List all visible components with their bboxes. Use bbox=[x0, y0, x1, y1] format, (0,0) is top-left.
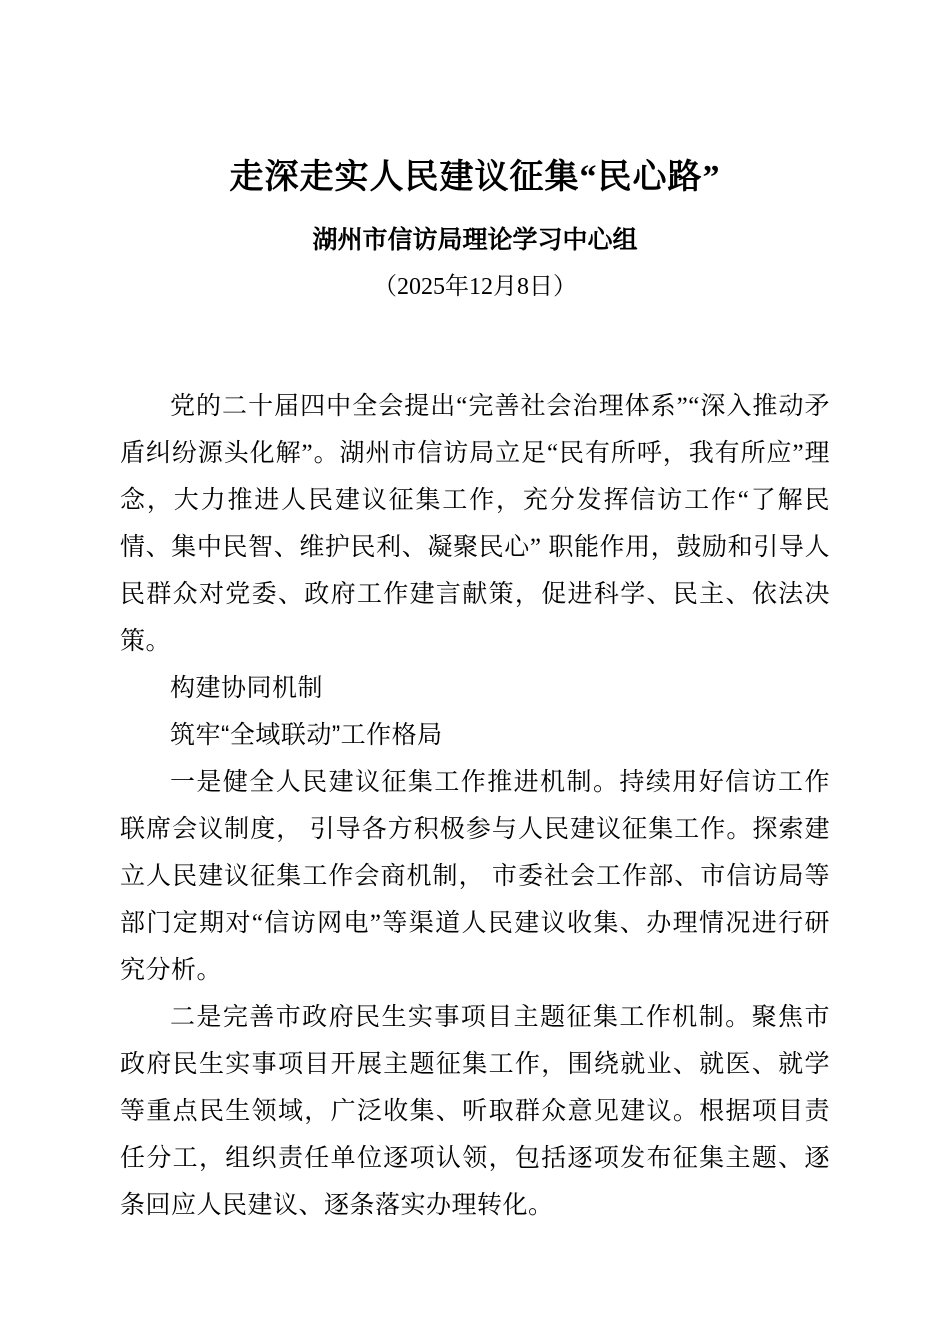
document-body bbox=[120, 383, 830, 1229]
document-author: 湖州市信访局理论学习中心组 bbox=[312, 227, 638, 254]
paragraph-point-two: 二是完善市政府民生实事项目主题征集工作机制。聚焦市政府民生实事项目开展主题征集工作，围绕就业、就医、就学等重点民生领域，广泛收集、听取群众意见建议。根据项目责任分工，组织责任单位逐项认领，包括逐项发布征集主题、逐条回应人民建议、逐条落实办理转化。 bbox=[120, 1004, 830, 1219]
paragraph-point-one: 一是健全人民建议征集工作推进机制。持续用好信访工作联席会议制度， 引导各方积极参与人民建议征集工作。探索建立人民建议征集工作会商机制， 市委社会工作部、市信访局等部门定期对“信访网电”等渠道人民建议收集、办理情况进行研究分析。 bbox=[120, 769, 830, 984]
section-heading-mechanism: 构建协同机制 bbox=[170, 674, 324, 702]
document-title: 走深走实人民建议征集“民心路” bbox=[229, 159, 721, 196]
paragraph-intro: 党的二十届四中全会提出“完善社会治理体系”“深入推动矛盾纠纷源头化解”。湖州市信访局立足“民有所呼，我有所应”理念，大力推进人民建议征集工作，充分发挥信访工作“了解民情、集中民智、维护民利、凝聚民心” 职能作用，鼓励和引导人民群众对党委、政府工作建言献策，促进科学、民主、依法决策。 bbox=[120, 393, 830, 655]
document-date: （2025年12月8日） bbox=[373, 274, 577, 300]
section-heading-linkage: 筑牢“全域联动”工作格局 bbox=[170, 721, 443, 749]
